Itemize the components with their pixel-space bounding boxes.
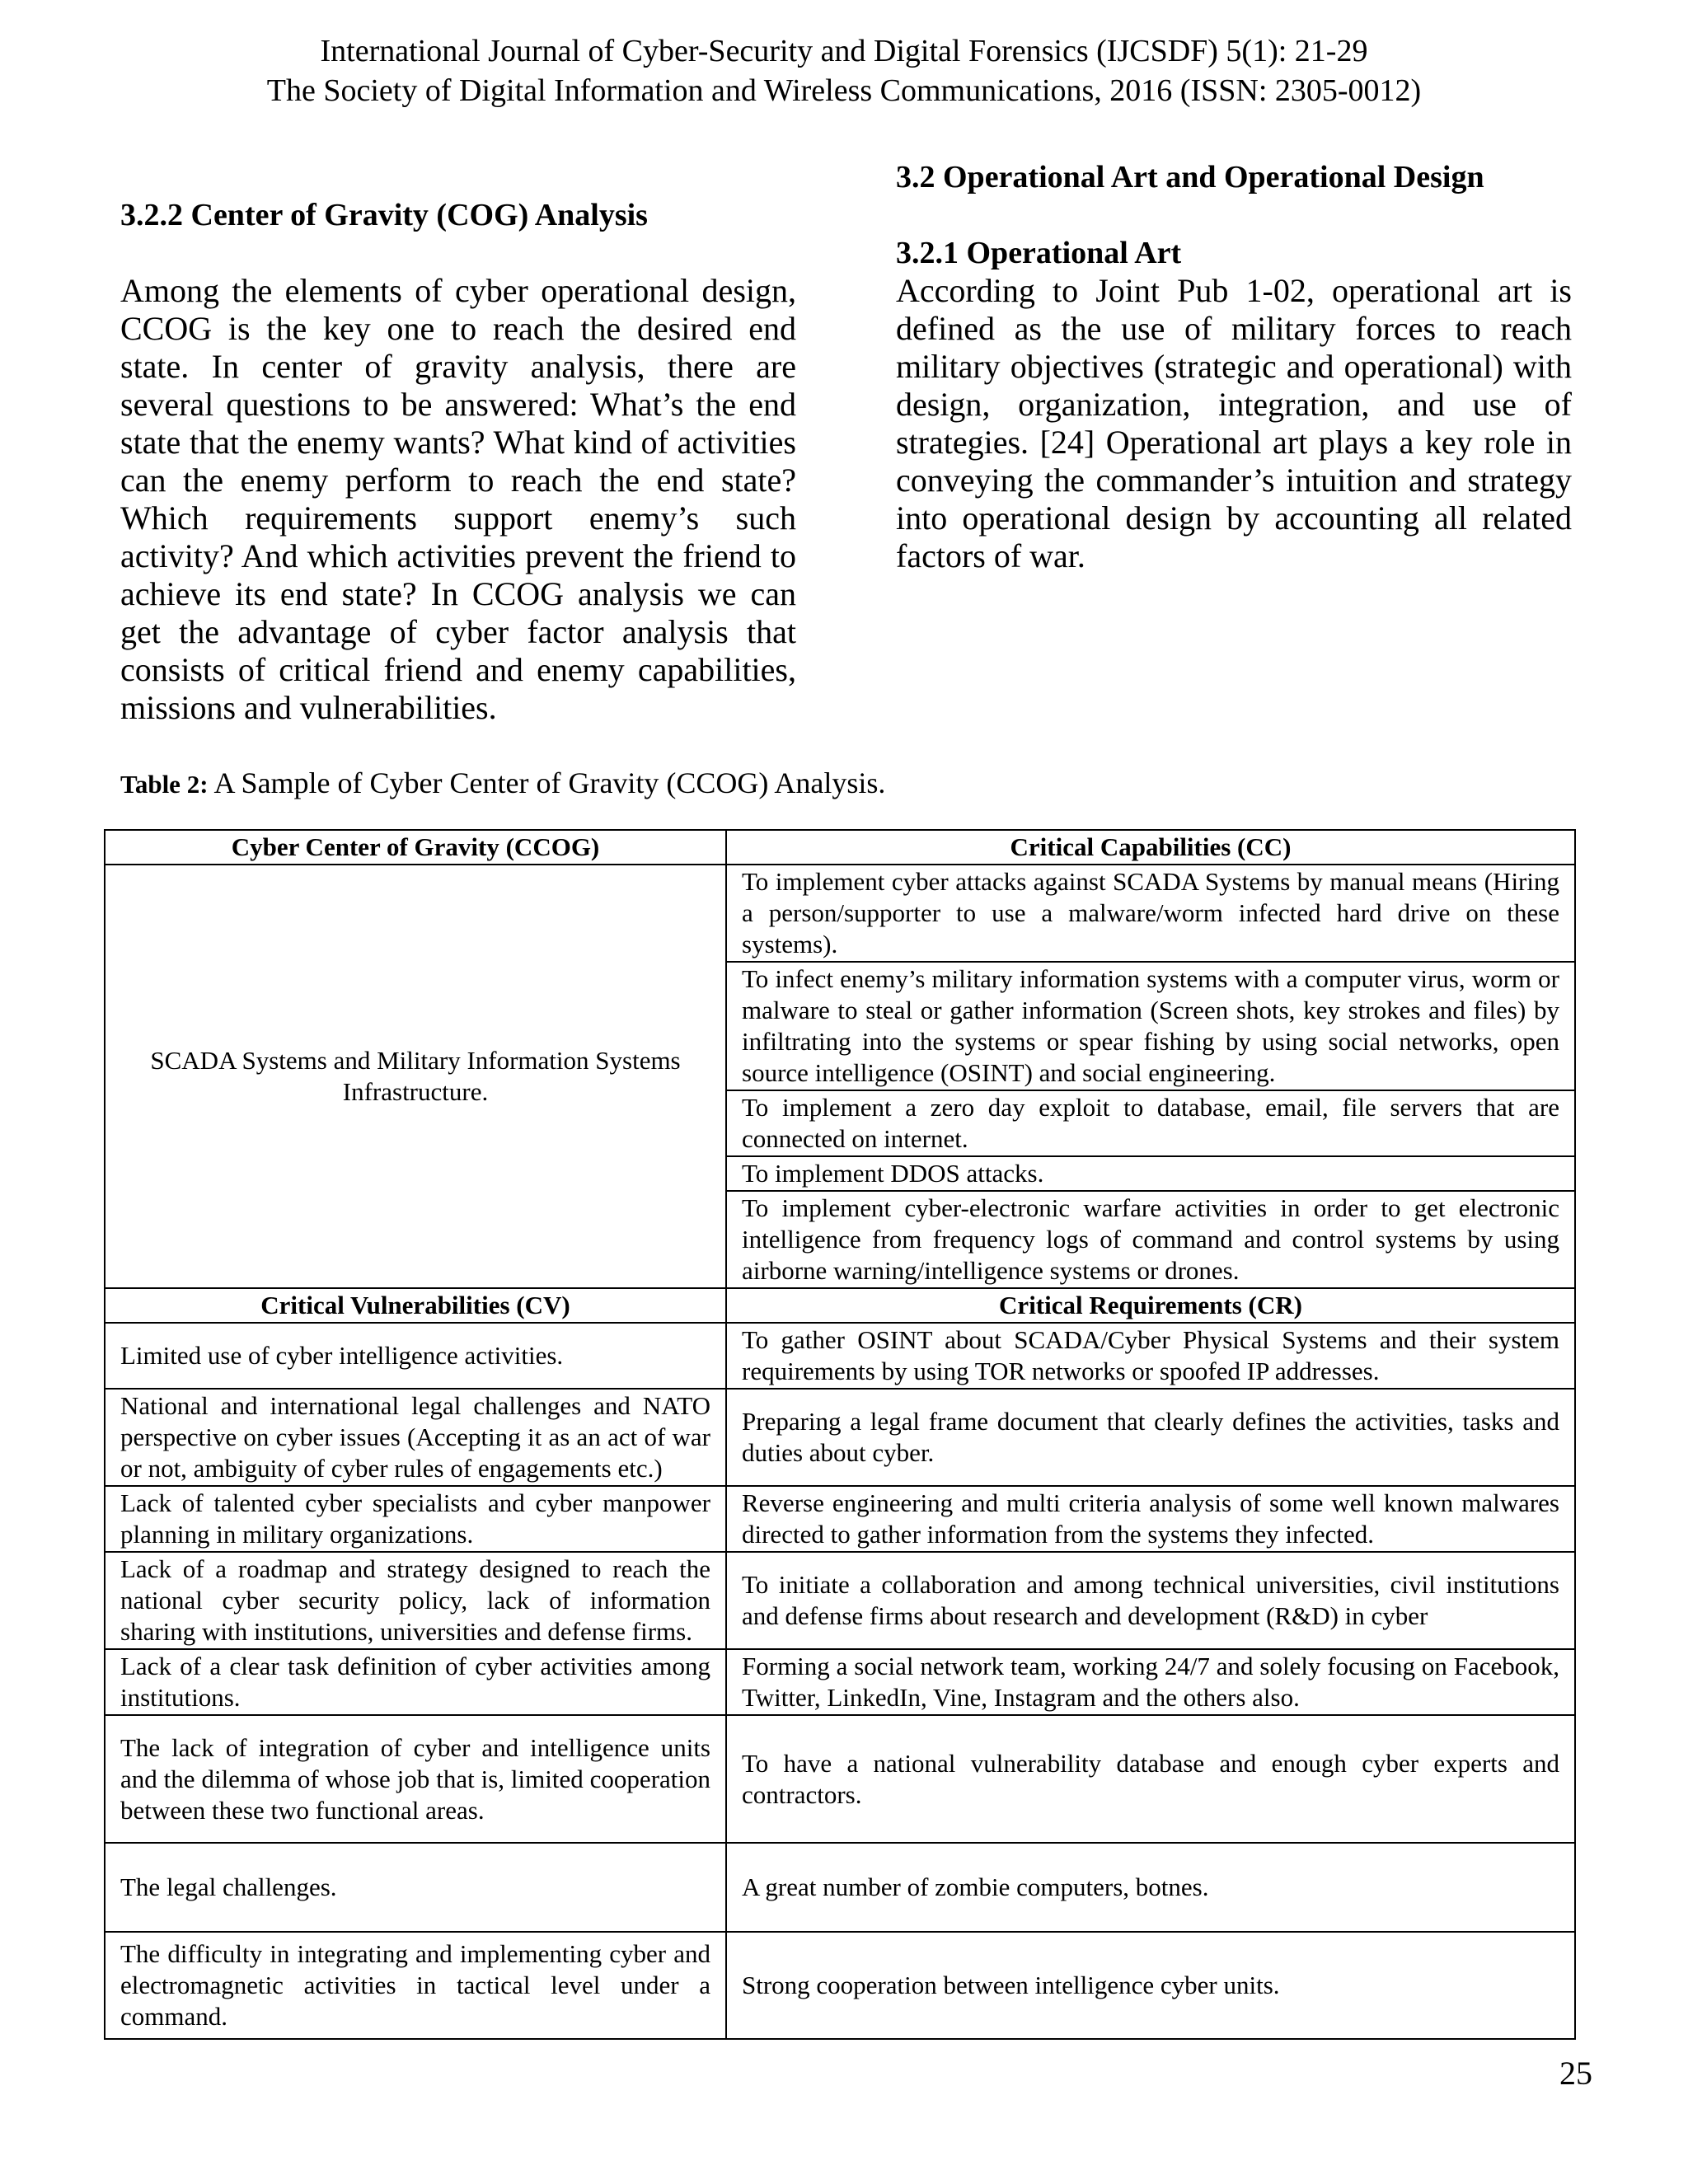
table-subheader-row (105, 1288, 1575, 1323)
left-column (120, 196, 796, 727)
vulnerability-cell: National and international legal challenges and NATO perspective on cyber issues (Accepting it as an act of war or not, ambiguity of cyber rules of engagements etc.) (105, 1389, 726, 1486)
requirement-cell: A great number of zombie computers, botnes. (726, 1843, 1575, 1932)
subsection-title-operational-art: 3.2.1 Operational Art (896, 236, 1182, 270)
vulnerability-cell: The lack of integration of cyber and intelligence units and the dilemma of whose job that is, limited cooperation between these two functional areas. (105, 1715, 726, 1843)
journal-header-line-1: International Journal of Cyber-Security and Digital Forensics (IJCSDF) 5(1): 21-29 (320, 34, 1368, 68)
table-header-row (105, 830, 1575, 865)
capability-cell: To implement DDOS attacks. (726, 1156, 1575, 1191)
header-ccog: Cyber Center of Gravity (CCOG) (105, 830, 726, 865)
table-caption-label: Table 2: (120, 770, 209, 799)
requirement-cell: Forming a social network team, working 24/7 and solely focusing on Facebook, Twitter, LinkedIn, Vine, Instagram and the others also. (726, 1649, 1575, 1715)
journal-header (0, 31, 1688, 110)
requirement-cell: To gather OSINT about SCADA/Cyber Physical Systems and their system requirements by using TOR networks or spoofed IP addresses. (726, 1323, 1575, 1389)
vulnerability-cell: Lack of a clear task definition of cyber activities among institutions. (105, 1649, 726, 1715)
journal-header-line-2: The Society of Digital Information and Wireless Communications, 2016 (ISSN: 2305-0012) (266, 73, 1422, 108)
header-critical-requirements: Critical Requirements (CR) (726, 1288, 1575, 1323)
table-caption (120, 765, 885, 803)
capability-cell: To implement cyber attacks against SCADA Systems by manual means (Hiring a person/supporter to use a malware/worm infected hard drive on these systems). (726, 865, 1575, 962)
ccog-analysis-table (104, 829, 1576, 2040)
page-number: 25 (1559, 2055, 1592, 2092)
vulnerability-cell: Limited use of cyber intelligence activities. (105, 1323, 726, 1389)
header-critical-capabilities: Critical Capabilities (CC) (726, 830, 1575, 865)
table-row (105, 1552, 1575, 1649)
requirement-cell: Reverse engineering and multi criteria analysis of some well known malwares directed to gather information from the systems they infected. (726, 1486, 1575, 1552)
vulnerability-cell: The difficulty in integrating and implementing cyber and electromagnetic activities in tactical level under a command. (105, 1932, 726, 2039)
requirement-cell: Preparing a legal frame document that clearly defines the activities, tasks and duties about cyber. (726, 1389, 1575, 1486)
table-row (105, 1486, 1575, 1552)
table-row (105, 1323, 1575, 1389)
right-column (896, 158, 1572, 575)
requirement-cell: To have a national vulnerability database and enough cyber experts and contractors. (726, 1715, 1575, 1843)
vulnerability-cell: The legal challenges. (105, 1843, 726, 1932)
table-row (105, 1843, 1575, 1932)
vulnerability-cell: Lack of a roadmap and strategy designed to reach the national cyber security policy, lack of information sharing with institutions, universities and defense firms. (105, 1552, 726, 1649)
capability-cell: To implement cyber-electronic warfare activities in order to get electronic intelligence from frequency logs of command and control systems by using airborne warning/intelligence systems or drones. (726, 1191, 1575, 1288)
table-caption-text: A Sample of Cyber Center of Gravity (CCOG) Analysis. (208, 766, 886, 799)
requirement-cell: To initiate a collaboration and among technical universities, civil institutions and defense firms about research and development (R&D) in cyber (726, 1552, 1575, 1649)
operational-art-paragraph: According to Joint Pub 1-02, operational art is defined as the use of military forces to reach military objectives (strategic and operational) with design, organization, integration, and use of strategies. [24] Operational art plays a key role in conveying the commander’s intuition and strategy into operational design by accounting all related factors of war. (896, 272, 1572, 574)
requirement-cell: Strong cooperation between intelligence cyber units. (726, 1932, 1575, 2039)
ccog-value-cell: SCADA Systems and Military Information Systems Infrastructure. (105, 865, 726, 1288)
table-row (105, 865, 1575, 962)
capability-cell: To implement a zero day exploit to database, email, file servers that are connected on internet. (726, 1090, 1575, 1156)
section-title-cog-analysis: 3.2.2 Center of Gravity (COG) Analysis (120, 198, 648, 232)
header-critical-vulnerabilities: Critical Vulnerabilities (CV) (105, 1288, 726, 1323)
vulnerability-cell: Lack of talented cyber specialists and cyber manpower planning in military organizations. (105, 1486, 726, 1552)
table-row (105, 1932, 1575, 2039)
table-row (105, 1649, 1575, 1715)
table-row (105, 1389, 1575, 1486)
cog-analysis-paragraph: Among the elements of cyber operational design, CCOG is the key one to reach the desired end state. In center of gravity analysis, there are several questions to be answered: What’s the end state that the enemy wants? What kind of activities can the enemy perform to reach the end state? Which requirements support enemy’s such activity? And which activities prevent the friend to achieve its end state? In CCOG analysis we can get the advantage of cyber factor analysis that consists of critical friend and enemy capabilities, missions and vulnerabilities. (120, 272, 796, 726)
table-row (105, 1715, 1575, 1843)
capability-cell: To infect enemy’s military information systems with a computer virus, worm or malware to steal or gather information (Screen shots, key strokes and files) by infiltrating into the systems or spear fishing by using social networks, open source intelligence (OSINT) and social engineering. (726, 962, 1575, 1090)
section-title-operational-art-design: 3.2 Operational Art and Operational Design (896, 160, 1484, 194)
